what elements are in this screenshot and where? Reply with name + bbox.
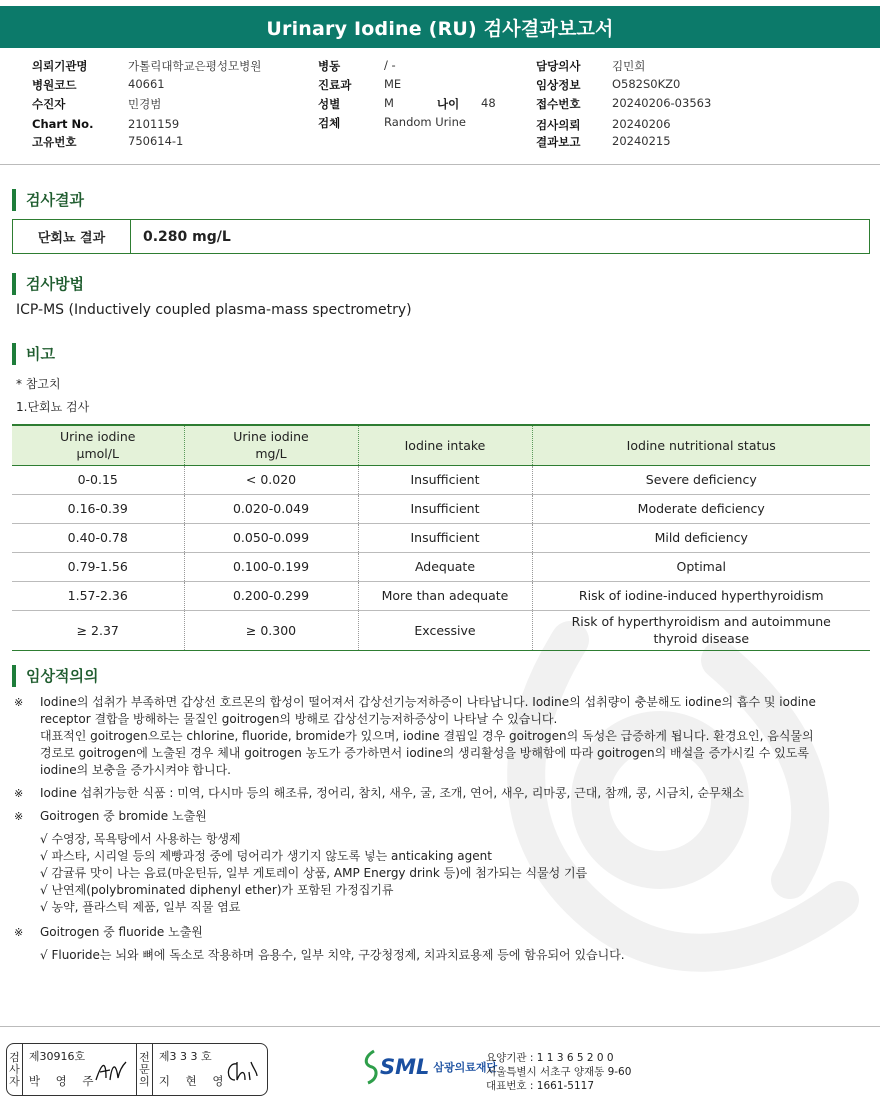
remark-note: * 참고치	[16, 377, 61, 391]
expert-cell	[153, 1044, 267, 1095]
result-box	[12, 219, 870, 254]
organization-address: 요양기관 : 1 1 3 6 5 2 0 0 서울특별시 서초구 양재동 9-60 대표번호 : 1661-5117	[486, 1052, 632, 1092]
table-row	[12, 494, 870, 523]
table-cell: Insufficient	[358, 494, 532, 523]
signature-scribble	[94, 1058, 128, 1084]
info-label-age: 나이	[437, 97, 460, 111]
info-value: Random Urine	[384, 115, 466, 129]
table-cell: 0.200-0.299	[184, 581, 358, 610]
info-label: 병원코드	[32, 78, 77, 92]
table-cell: Moderate deficiency	[532, 494, 870, 523]
info-value: / -	[384, 58, 396, 72]
signature-box	[6, 1043, 268, 1096]
table-cell: 0.16-0.39	[12, 494, 184, 523]
table-cell: Adequate	[358, 552, 532, 581]
info-label: 결과보고	[536, 135, 581, 149]
info-value: 20240215	[612, 134, 671, 148]
table-row	[12, 552, 870, 581]
info-value: ME	[384, 77, 402, 91]
table-header: Iodine intake	[358, 425, 532, 465]
info-value: 20240206	[612, 117, 671, 131]
table-cell: Insufficient	[358, 523, 532, 552]
table-header: Urine iodine mg/L	[184, 425, 358, 465]
info-label: 성별	[318, 97, 341, 111]
info-value: 750614-1	[128, 134, 184, 148]
tester-name: 박 영 주	[28, 1074, 100, 1088]
divider	[0, 164, 880, 165]
table-cell: 0.100-0.199	[184, 552, 358, 581]
table-cell: ≥ 0.300	[184, 610, 358, 650]
expert-license: 제3 3 3 호	[158, 1050, 212, 1063]
table-header-row	[12, 425, 870, 465]
info-value: M	[384, 96, 394, 110]
table-header: Iodine nutritional status	[532, 425, 870, 465]
table-cell: 1.57-2.36	[12, 581, 184, 610]
table-cell: More than adequate	[358, 581, 532, 610]
report-title: Urinary Iodine (RU) 검사결과보고서	[0, 6, 880, 48]
info-value: 20240206-03563	[612, 96, 712, 110]
bullet-symbol: ※	[14, 810, 24, 823]
info-label: 검사의뢰	[536, 118, 581, 132]
reference-table	[12, 424, 870, 651]
table-cell: Optimal	[532, 552, 870, 581]
info-label: 병동	[318, 59, 341, 73]
tester-cell	[23, 1044, 137, 1095]
table-cell: Severe deficiency	[532, 465, 870, 494]
divider	[0, 1026, 880, 1027]
table-row	[12, 610, 870, 650]
info-label: 접수번호	[536, 97, 581, 111]
table-cell: < 0.020	[184, 465, 358, 494]
info-value: 40661	[128, 77, 165, 91]
bullet-symbol: ※	[14, 696, 24, 709]
tester-license: 제30916호	[28, 1050, 86, 1063]
info-value: 2101159	[128, 117, 180, 131]
table-cell: 0.050-0.099	[184, 523, 358, 552]
info-value: 가톨릭대학교은평성모병원	[128, 59, 262, 73]
info-label: 검체	[318, 116, 341, 130]
table-row	[12, 465, 870, 494]
info-label: 고유번호	[32, 135, 77, 149]
organization-logo	[364, 1049, 497, 1085]
expert-label: 전 문 의	[137, 1044, 153, 1095]
table-cell: 0.020-0.049	[184, 494, 358, 523]
info-label: 진료과	[318, 78, 352, 92]
info-label: 수진자	[32, 97, 66, 111]
clinical-paragraph: ※ Iodine의 섭취가 부족하면 갑상선 호르몬의 합성이 떨어져서 갑상선기능저하증이 나타납니다. Iodine의 섭취량이 충분해도 iodine의 흡수 및 iodine receptor 결합을 방해하는 물질인 goitrogen의 방해로 갑상선기능저하증상이 나타날 수 있습니다. 대표적인 goitrogen으로는 chlorine, fluoride, bromide가 있으며, iodine 결핍일 경우 goitrogen의 독성은 급증하게 됩니다. 환경요인, 음식물의 경로로 goitrogen에 노출된 경우 체내 goitrogen 농도가 증가하면서 iodine의 생리활성을 방해함에 따라 goitrogen의 배설을 증가시킬 수 있도록 iodine의 보충을 증가시켜야 합니다.	[14, 695, 816, 777]
info-label: 의뢰기관명	[32, 59, 88, 73]
organization-name: 삼광의료재단	[433, 1061, 498, 1074]
table-cell: Insufficient	[358, 465, 532, 494]
table-cell: ≥ 2.37	[12, 610, 184, 650]
table-cell: 0.40-0.78	[12, 523, 184, 552]
result-value: 0.280 mg/L	[143, 228, 231, 245]
info-value: 민경범	[128, 97, 162, 111]
clinical-paragraph: ※ Goitrogen 중 bromide 노출원 √ 수영장, 목욕탕에서 사용하는 항생제 √ 파스타, 시리얼 등의 제빵과정 중에 덩어리가 생기지 않도록 넣는 anticaking agent √ 감귤류 맛이 나는 음료(마운틴듀, 일부 게토레이 상품, AMP Energy drink 등)에 첨가되는 식물성 기름 √ 난연제(polybrominated diphenyl ether)가 포함된 가정집기류 √ 농약, 플라스틱 제품, 일부 직물 염료	[14, 809, 588, 914]
info-label: 임상정보	[536, 78, 581, 92]
clinical-paragraph: ※ Goitrogen 중 fluoride 노출원 √ Fluoride는 뇌와 뼈에 독소로 작용하며 음용수, 일부 치약, 구강청정제, 치과치료용제 등에 함유되어 있습니다.	[14, 925, 625, 962]
signature-scribble	[223, 1058, 259, 1084]
expert-name: 지 현 영	[158, 1074, 230, 1088]
table-cell: Risk of hyperthyroidism and autoimmune thyroid disease	[532, 610, 870, 650]
section-title-clinical: 임상적의의	[12, 665, 98, 687]
table-header: Urine iodine μmol/L	[12, 425, 184, 465]
remark-note: 1.단회뇨 검사	[16, 400, 90, 414]
info-label: Chart No.	[32, 117, 94, 131]
logo-icon	[364, 1049, 378, 1085]
info-label: 담당의사	[536, 59, 581, 73]
table-row	[12, 523, 870, 552]
section-title-method: 검사방법	[12, 273, 84, 295]
table-cell: Excessive	[358, 610, 532, 650]
section-title-result: 검사결과	[12, 189, 84, 211]
bullet-symbol: ※	[14, 926, 24, 939]
info-value: 김민희	[612, 59, 646, 73]
section-title-remarks: 비고	[12, 343, 55, 365]
tester-label: 검 사 자	[7, 1044, 23, 1095]
table-cell: 0-0.15	[12, 465, 184, 494]
info-value: O582S0KZ0	[612, 77, 681, 91]
table-cell: Risk of iodine-induced hyperthyroidism	[532, 581, 870, 610]
result-label: 단회뇨 결과	[13, 220, 131, 253]
table-row	[12, 581, 870, 610]
clinical-significance	[14, 694, 866, 970]
table-cell: Mild deficiency	[532, 523, 870, 552]
method-text: ICP-MS (Inductively coupled plasma-mass spectrometry)	[16, 302, 412, 318]
bullet-symbol: ※	[14, 787, 24, 800]
logo-text: SML	[380, 1055, 430, 1079]
table-cell: 0.79-1.56	[12, 552, 184, 581]
info-value-age: 48	[481, 96, 496, 110]
clinical-paragraph: ※ Iodine 섭취가능한 식품 : 미역, 다시마 등의 해조류, 정어리, 참치, 새우, 굴, 조개, 연어, 새우, 리마콩, 근대, 참깨, 콩, 시금치, 순무채소	[14, 786, 744, 800]
